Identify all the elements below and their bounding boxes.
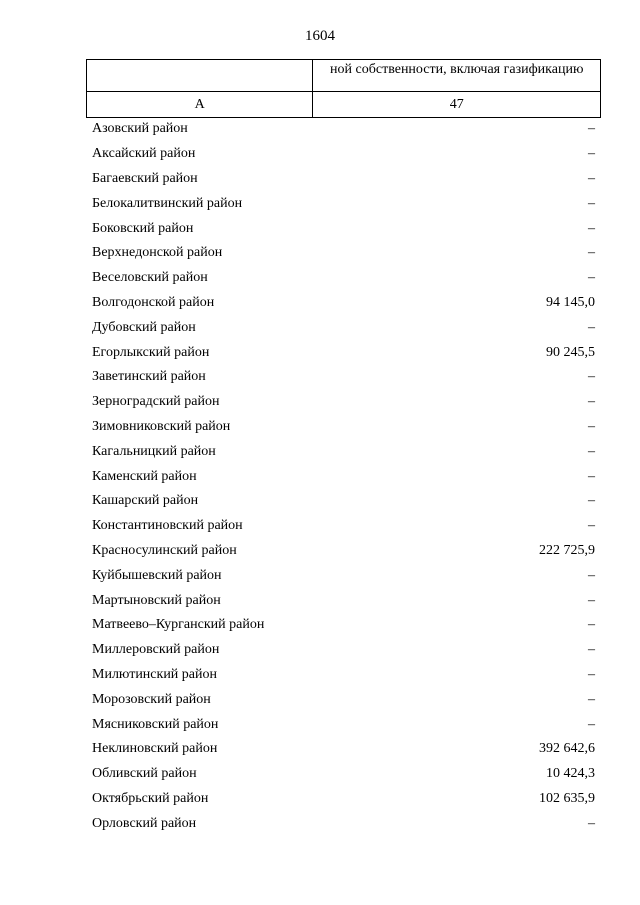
region-value: – bbox=[588, 815, 595, 831]
table-row bbox=[92, 191, 595, 216]
table-row bbox=[92, 365, 595, 390]
region-name: Миллеровский район bbox=[92, 642, 220, 658]
region-value: – bbox=[588, 666, 595, 682]
table-row bbox=[92, 266, 595, 291]
table-row bbox=[92, 241, 595, 266]
header-cell-a: А bbox=[87, 92, 313, 118]
region-value: – bbox=[588, 468, 595, 484]
region-value: – bbox=[588, 418, 595, 434]
region-value: – bbox=[588, 319, 595, 335]
region-name: Красносулинский район bbox=[92, 542, 237, 558]
region-value: – bbox=[588, 146, 595, 162]
region-name: Егорлыкский район bbox=[92, 344, 210, 360]
region-name: Октябрьский район bbox=[92, 790, 209, 806]
region-value: – bbox=[588, 195, 595, 211]
region-value: 392 642,6 bbox=[539, 741, 595, 757]
table-row bbox=[92, 811, 595, 836]
table-row bbox=[92, 563, 595, 588]
table-row bbox=[92, 340, 595, 365]
region-name: Константиновский район bbox=[92, 518, 243, 534]
region-name: Азовский район bbox=[92, 121, 188, 137]
table-row bbox=[92, 638, 595, 663]
table-row bbox=[92, 588, 595, 613]
table-row bbox=[92, 712, 595, 737]
table-row bbox=[92, 415, 595, 440]
region-name: Неклиновский район bbox=[92, 741, 218, 757]
region-value: – bbox=[588, 592, 595, 608]
region-name: Заветинский район bbox=[92, 369, 206, 385]
region-value: – bbox=[588, 170, 595, 186]
region-name: Верхнедонской район bbox=[92, 245, 223, 261]
region-value: – bbox=[588, 245, 595, 261]
header-row-numbers bbox=[87, 92, 601, 118]
region-value: 222 725,9 bbox=[539, 542, 595, 558]
region-value: – bbox=[588, 642, 595, 658]
region-name: Кагальницкий район bbox=[92, 443, 216, 459]
region-name: Кашарский район bbox=[92, 493, 199, 509]
region-value: – bbox=[588, 220, 595, 236]
table-row bbox=[92, 663, 595, 688]
region-name: Зерноградский район bbox=[92, 394, 220, 410]
region-value: – bbox=[588, 121, 595, 137]
region-value: – bbox=[588, 518, 595, 534]
table-row bbox=[92, 167, 595, 192]
region-name: Обливский район bbox=[92, 766, 197, 782]
table-row bbox=[92, 762, 595, 787]
region-name: Боковский район bbox=[92, 220, 194, 236]
region-name: Милютинский район bbox=[92, 666, 218, 682]
table-row bbox=[92, 489, 595, 514]
table-row bbox=[92, 439, 595, 464]
table-row bbox=[92, 315, 595, 340]
region-value: 90 245,5 bbox=[546, 344, 595, 360]
region-value: 10 424,3 bbox=[546, 766, 595, 782]
table-row bbox=[92, 291, 595, 316]
region-name: Белокалитвинский район bbox=[92, 195, 243, 211]
region-name: Куйбышевский район bbox=[92, 567, 222, 583]
region-value: – bbox=[588, 270, 595, 286]
region-name: Веселовский район bbox=[92, 270, 208, 286]
region-value: – bbox=[588, 443, 595, 459]
header-cell-region bbox=[87, 60, 313, 92]
region-name: Аксайский район bbox=[92, 146, 196, 162]
region-value: – bbox=[588, 691, 595, 707]
region-name: Волгодонской район bbox=[92, 294, 215, 310]
region-name: Морозовский район bbox=[92, 691, 211, 707]
table-row bbox=[92, 613, 595, 638]
table-row bbox=[92, 514, 595, 539]
page-number: 1604 bbox=[305, 28, 335, 44]
region-name: Мясниковский район bbox=[92, 716, 219, 732]
header-row-titles bbox=[87, 60, 601, 92]
region-value: 102 635,9 bbox=[539, 790, 595, 806]
header-cell-column-title: ной собственности, включая газификацию bbox=[313, 60, 601, 92]
region-name: Зимовниковский район bbox=[92, 418, 231, 434]
region-value: 94 145,0 bbox=[546, 294, 595, 310]
region-name: Дубовский район bbox=[92, 319, 196, 335]
region-name: Каменский район bbox=[92, 468, 197, 484]
table-row bbox=[92, 464, 595, 489]
region-name: Матвеево–Курганский район bbox=[92, 617, 265, 633]
region-value: – bbox=[588, 716, 595, 732]
table-body bbox=[92, 117, 595, 836]
table-row bbox=[92, 539, 595, 564]
region-name: Багаевский район bbox=[92, 170, 198, 186]
region-value: – bbox=[588, 369, 595, 385]
region-name: Орловский район bbox=[92, 815, 197, 831]
region-value: – bbox=[588, 394, 595, 410]
region-value: – bbox=[588, 493, 595, 509]
table-row bbox=[92, 737, 595, 762]
table-row bbox=[92, 787, 595, 812]
table-row bbox=[92, 390, 595, 415]
table-header bbox=[86, 59, 601, 118]
table-row bbox=[92, 687, 595, 712]
region-value: – bbox=[588, 567, 595, 583]
table-row bbox=[92, 117, 595, 142]
region-name: Мартыновский район bbox=[92, 592, 221, 608]
table-row bbox=[92, 142, 595, 167]
region-value: – bbox=[588, 617, 595, 633]
header-cell-47: 47 bbox=[313, 92, 601, 118]
table-row bbox=[92, 216, 595, 241]
